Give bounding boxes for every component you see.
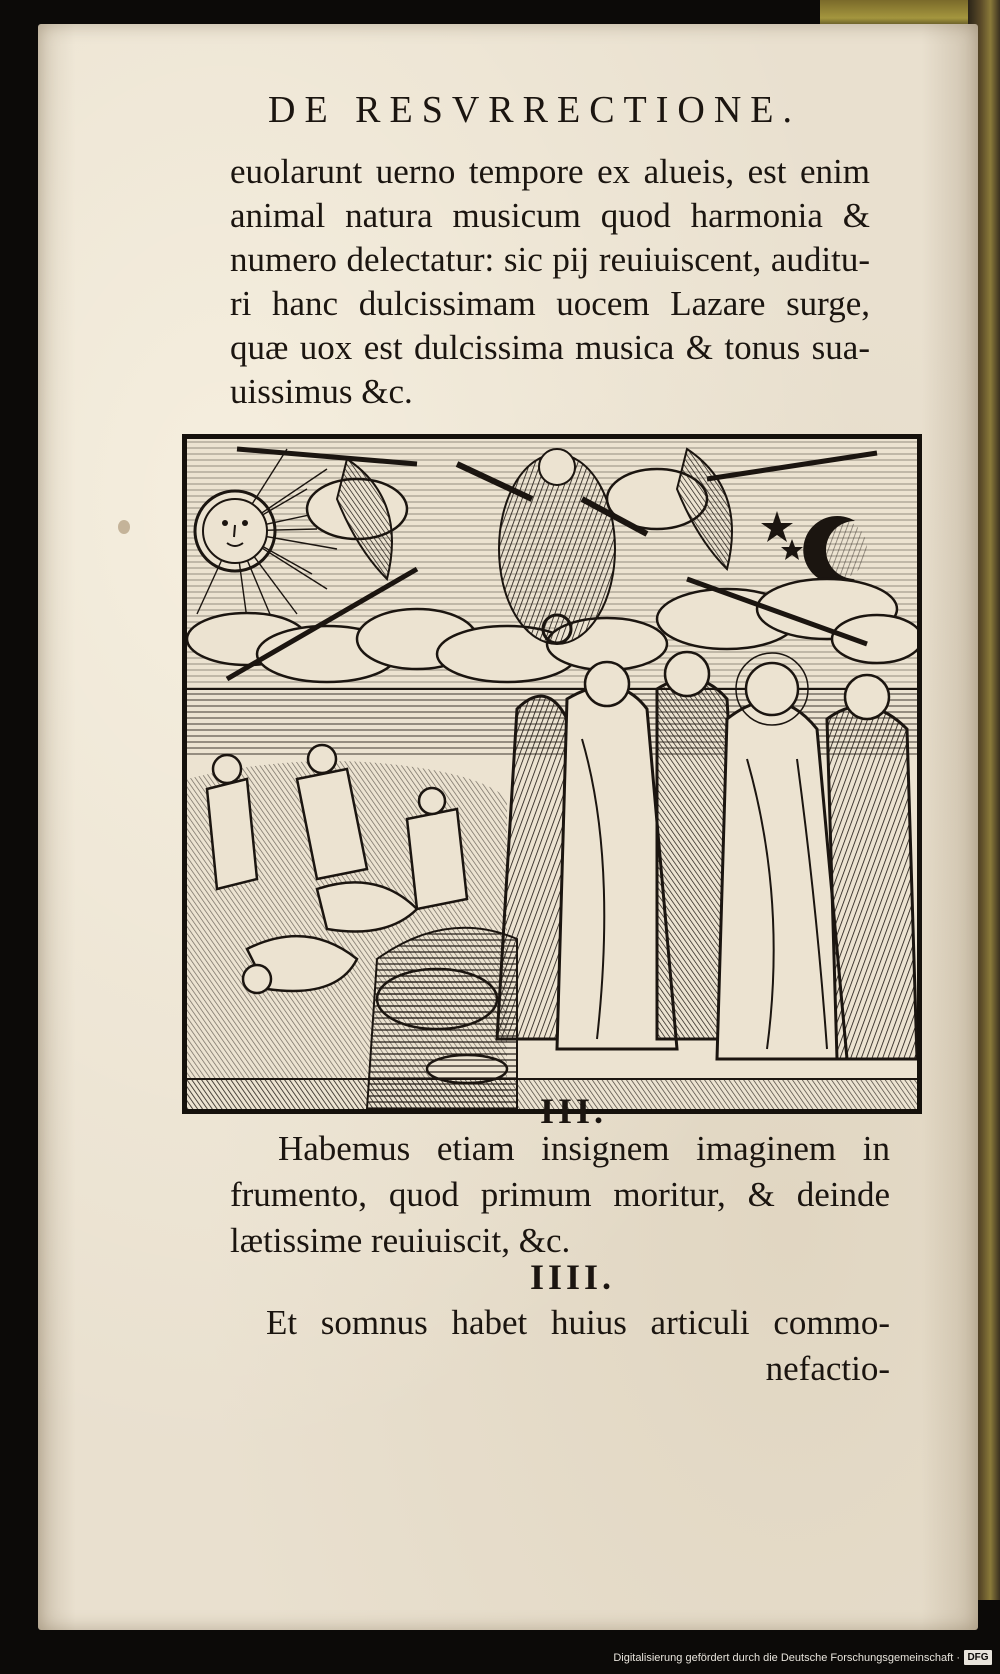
text-line: ri hanc dulcissimam uocem Lazare surge, <box>230 284 870 323</box>
section-number: III. <box>540 1091 608 1131</box>
section-paragraph <box>230 1126 890 1264</box>
section-number: IIII. <box>530 1257 616 1297</box>
body-paragraph <box>230 150 870 414</box>
running-head: DE RESVRRECTIONE. <box>268 89 801 131</box>
footer-bar <box>0 1646 1000 1674</box>
text-line: lætissime reuiuiscit, &c. <box>230 1221 571 1260</box>
text-line: frumento, quod primum moritur, & deinde <box>230 1175 890 1214</box>
dfg-logo: DFG <box>964 1650 992 1665</box>
catchword: nefactio- <box>765 1349 890 1388</box>
text-line: numero delectatur: sic pij reuiuiscent, auditu- <box>230 240 870 279</box>
apostles-group <box>497 652 917 1059</box>
footer-credit: Digitalisierung gefördert durch die Deutsche Forschungsgemeinschaft · <box>613 1652 960 1664</box>
paper-stain <box>118 520 130 534</box>
text-line: Et somnus habet huius articuli commo- <box>266 1303 890 1342</box>
text-line: euolarunt uerno tempore ex alueis, est enim <box>230 152 870 191</box>
text-line: quæ uox est dulcissima musica & tonus sua- <box>230 328 870 367</box>
text-line: uissimus &c. <box>230 372 413 411</box>
text-line: Habemus etiam insignem imaginem in <box>278 1129 890 1168</box>
section-paragraph <box>230 1300 890 1392</box>
text-line: animal natura musicum quod harmonia & <box>230 196 870 235</box>
woodcut-illustration <box>182 434 922 1114</box>
